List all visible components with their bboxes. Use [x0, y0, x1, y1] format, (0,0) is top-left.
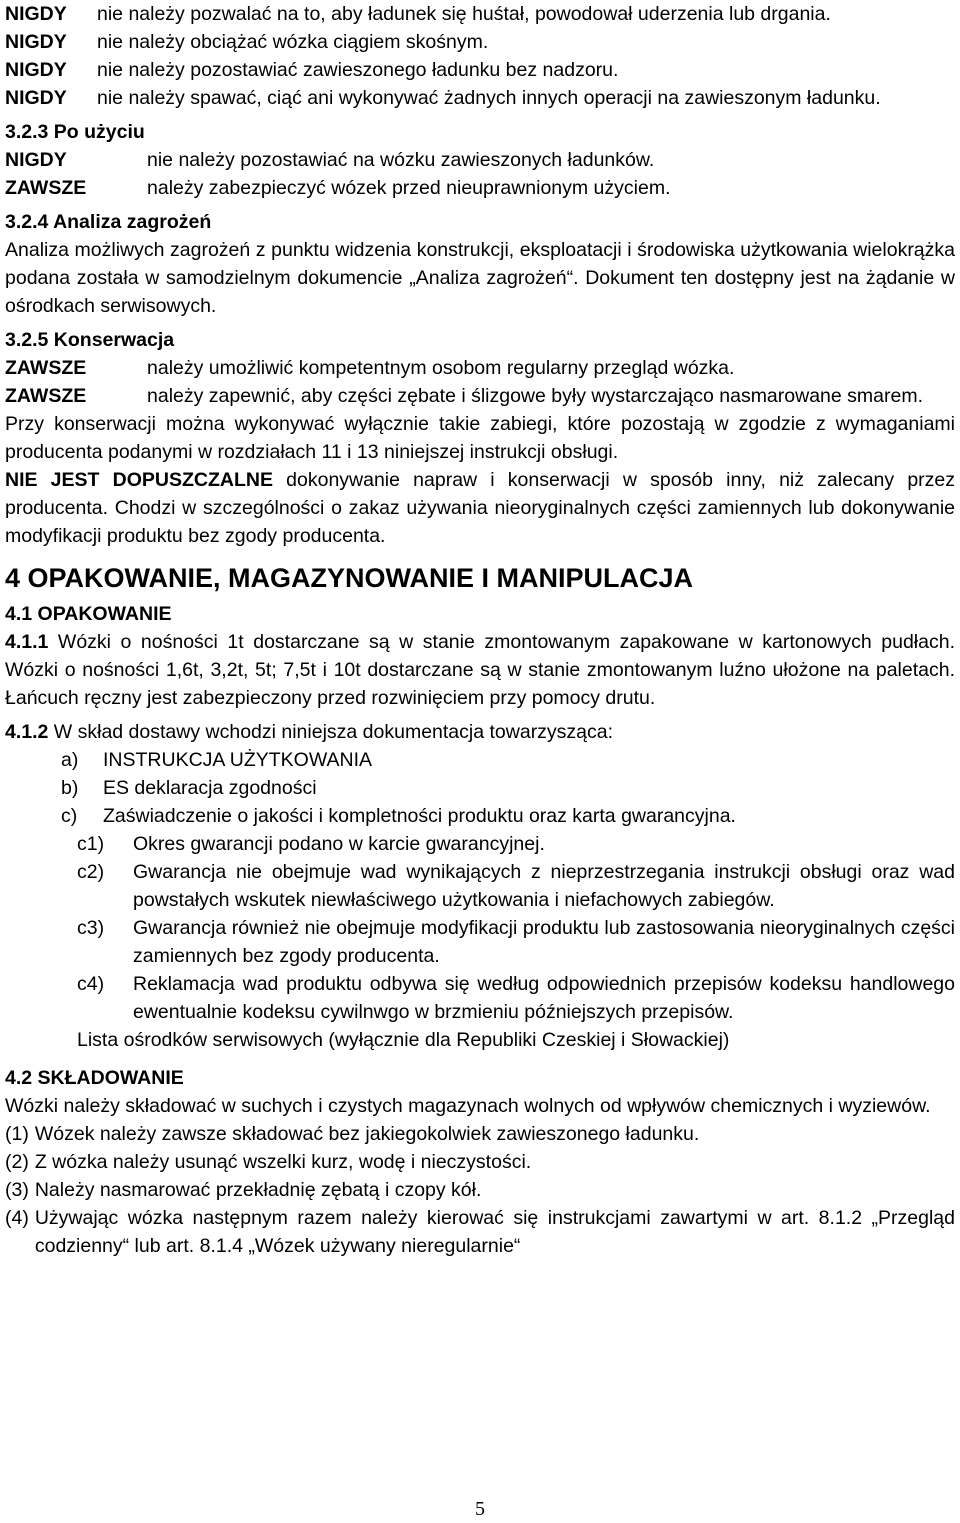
list-text: Z wózka należy usunąć wszelki kurz, wodę i nieczystości.	[34, 1151, 532, 1173]
list-marker: (3)	[5, 1179, 29, 1201]
rule-text: nie należy pozostawiać zawieszonego ładunku bez nadzoru.	[97, 59, 619, 81]
list-text: INSTRUKCJA UŻYTKOWANIA	[103, 749, 373, 771]
list-text: ES deklaracja zgodności	[103, 777, 317, 799]
rule-text: nie należy obciążać wózka ciągiem skośnym.	[97, 31, 489, 53]
list-marker: c2)	[77, 861, 105, 883]
intro-rules	[5, 0, 955, 112]
sublist-item	[5, 914, 955, 970]
paragraph-text: W skład dostawy wchodzi niniejsza dokumentacja towarzysząca:	[53, 721, 614, 743]
rule-keyword: NIGDY	[5, 87, 67, 109]
paragraph-number: 4.1.1	[5, 631, 49, 653]
list-text: Zaświadczenie o jakości i kompletności produktu oraz karta gwarancyjna.	[103, 805, 736, 827]
rule-text: nie należy pozostawiać na wózku zawieszonych ładunków.	[147, 149, 655, 171]
rule-row	[5, 28, 955, 56]
rule-row	[5, 174, 955, 202]
rule-row	[5, 0, 955, 28]
rule-text: należy zapewnić, aby części zębate i ślizgowe były wystarczająco nasmarowane smarem.	[147, 385, 923, 407]
list-marker: c3)	[77, 917, 105, 939]
list-item	[5, 746, 955, 774]
list-text: Okres gwarancji podano w karcie gwarancyjnej.	[133, 833, 545, 855]
sublist-item	[5, 858, 955, 914]
rule-text: należy zabezpieczyć wózek przed nieuprawnionym użyciem.	[147, 177, 671, 199]
rule-keyword: ZAWSZE	[5, 357, 87, 379]
numbered-item	[5, 1176, 955, 1204]
list-text: Gwarancja również nie obejmuje modyfikacji produktu lub zastosowania nieoryginalnych części zamiennych bez zgody producenta.	[133, 917, 955, 967]
list-marker: b)	[61, 777, 79, 799]
rule-keyword: ZAWSZE	[5, 177, 87, 199]
paragraph: Wózki należy składować w suchych i czystych magazynach wolnych od wpływów chemicznych i wyziewów.	[5, 1095, 931, 1117]
rule-text: nie należy spawać, ciąć ani wykonywać żadnych innych operacji na zawieszonym ładunku.	[97, 87, 881, 109]
numbered-item	[5, 1148, 955, 1176]
list-text: Używając wózka następnym razem należy kierować się instrukcjami zawartymi w art. 8.1.2 „Przegląd codzienny“ lub art. 8.1.4 „Wózek używany nieregularnie“	[34, 1207, 955, 1257]
rule-text: nie należy pozwalać na to, aby ładunek się huśtał, powodował uderzenia lub drgania.	[97, 3, 831, 25]
rule-keyword: NIGDY	[5, 3, 67, 25]
section-heading-4-2: 4.2 SKŁADOWANIE	[5, 1067, 184, 1089]
rule-row	[5, 146, 955, 174]
list-marker: c1)	[77, 833, 105, 855]
sublist-item	[5, 970, 955, 1026]
paragraph	[5, 466, 955, 550]
rule-row	[5, 56, 955, 84]
numbered-item	[5, 1120, 955, 1148]
paragraph-4-1-1	[5, 628, 955, 712]
list-marker: a)	[61, 749, 79, 771]
section-heading-4-1: 4.1 OPAKOWANIE	[5, 603, 172, 625]
paragraph-text: dokonywanie napraw i konserwacji w sposób inny, niż zalecany przez producenta. Chodzi w szczególności o zakaz używania nieoryginalnych części zamiennych lub dokonywanie modyfikacji produktu bez zgody producenta.	[5, 469, 956, 547]
paragraph: Analiza możliwych zagrożeń z punktu widzenia konstrukcji, eksploatacji i środowiska użytkowania wielokrążka podana została w samodzielnym dokumencie „Analiza zagrożeń“. Dokument ten dostępny jest na żądanie w ośrodkach serwisowych.	[5, 239, 955, 317]
service-list-note: Lista ośrodków serwisowych (wyłącznie dla Republiki Czeskiej i Słowackiej)	[77, 1029, 730, 1051]
sublist-item	[5, 830, 955, 858]
list-marker: c)	[61, 805, 78, 827]
list-text: Wózek należy zawsze składować bez jakiegokolwiek zawieszonego ładunku.	[34, 1123, 700, 1145]
list-marker: (4)	[5, 1207, 29, 1229]
rule-keyword: NIGDY	[5, 149, 67, 171]
page-number: 5	[475, 1498, 485, 1520]
list-item	[5, 774, 955, 802]
emphasis-keyword: NIE JEST DOPUSZCZALNE	[5, 469, 273, 491]
numbered-item	[5, 1204, 955, 1260]
document-page	[5, 0, 955, 1260]
rule-row-wrapped	[5, 382, 955, 410]
section-heading-3-2-3: 3.2.3 Po użyciu	[5, 121, 145, 143]
rule-row	[5, 84, 955, 112]
paragraph-text: Wózki o nośności 1t dostarczane są w stanie zmontowanym zapakowane w kartonowych pudłach. Wózki o nośności 1,6t, 3,2t, 5t; 7,5t i 10t dostarczane są w stanie zmontowanym luźno ułożone na paletach. Łańcuch ręczny jest zabezpieczony przed rozwinięciem przy pomocy drutu.	[5, 631, 956, 709]
section-heading-3-2-4: 3.2.4 Analiza zagrożeń	[5, 211, 212, 233]
list-item	[5, 802, 955, 830]
rule-keyword: ZAWSZE	[5, 385, 87, 407]
rule-keyword: NIGDY	[5, 59, 67, 81]
paragraph: Przy konserwacji można wykonywać wyłącznie takie zabiegi, które pozostają w zgodzie z wymaganiami producenta podanymi w rozdziałach 11 i 13 niniejszej instrukcji obsługi.	[5, 413, 955, 463]
list-marker: (2)	[5, 1151, 29, 1173]
rule-row	[5, 354, 955, 382]
paragraph-4-1-2	[5, 718, 955, 746]
chapter-title: 4 OPAKOWANIE, MAGAZYNOWANIE I MANIPULACJA	[5, 563, 694, 593]
paragraph-number: 4.1.2	[5, 721, 49, 743]
list-text: Należy nasmarować przekładnię zębatą i czopy kół.	[34, 1179, 482, 1201]
list-marker: c4)	[77, 973, 105, 995]
rule-text: należy umożliwić kompetentnym osobom regularny przegląd wózka.	[147, 357, 735, 379]
list-text: Gwarancja nie obejmuje wad wynikających z nieprzestrzegania instrukcji obsługi oraz wad powstałych wskutek niewłaściwego użytkowania i niefachowych zabiegów.	[133, 861, 955, 911]
list-text: Reklamacja wad produktu odbywa się według odpowiednich przepisów kodeksu handlowego ewentualnie kodeksu cywilnwgo w brzmieniu późniejszych przepisów.	[133, 973, 955, 1023]
section-heading-3-2-5: 3.2.5 Konserwacja	[5, 329, 175, 351]
rule-keyword: NIGDY	[5, 31, 67, 53]
list-marker: (1)	[5, 1123, 29, 1145]
